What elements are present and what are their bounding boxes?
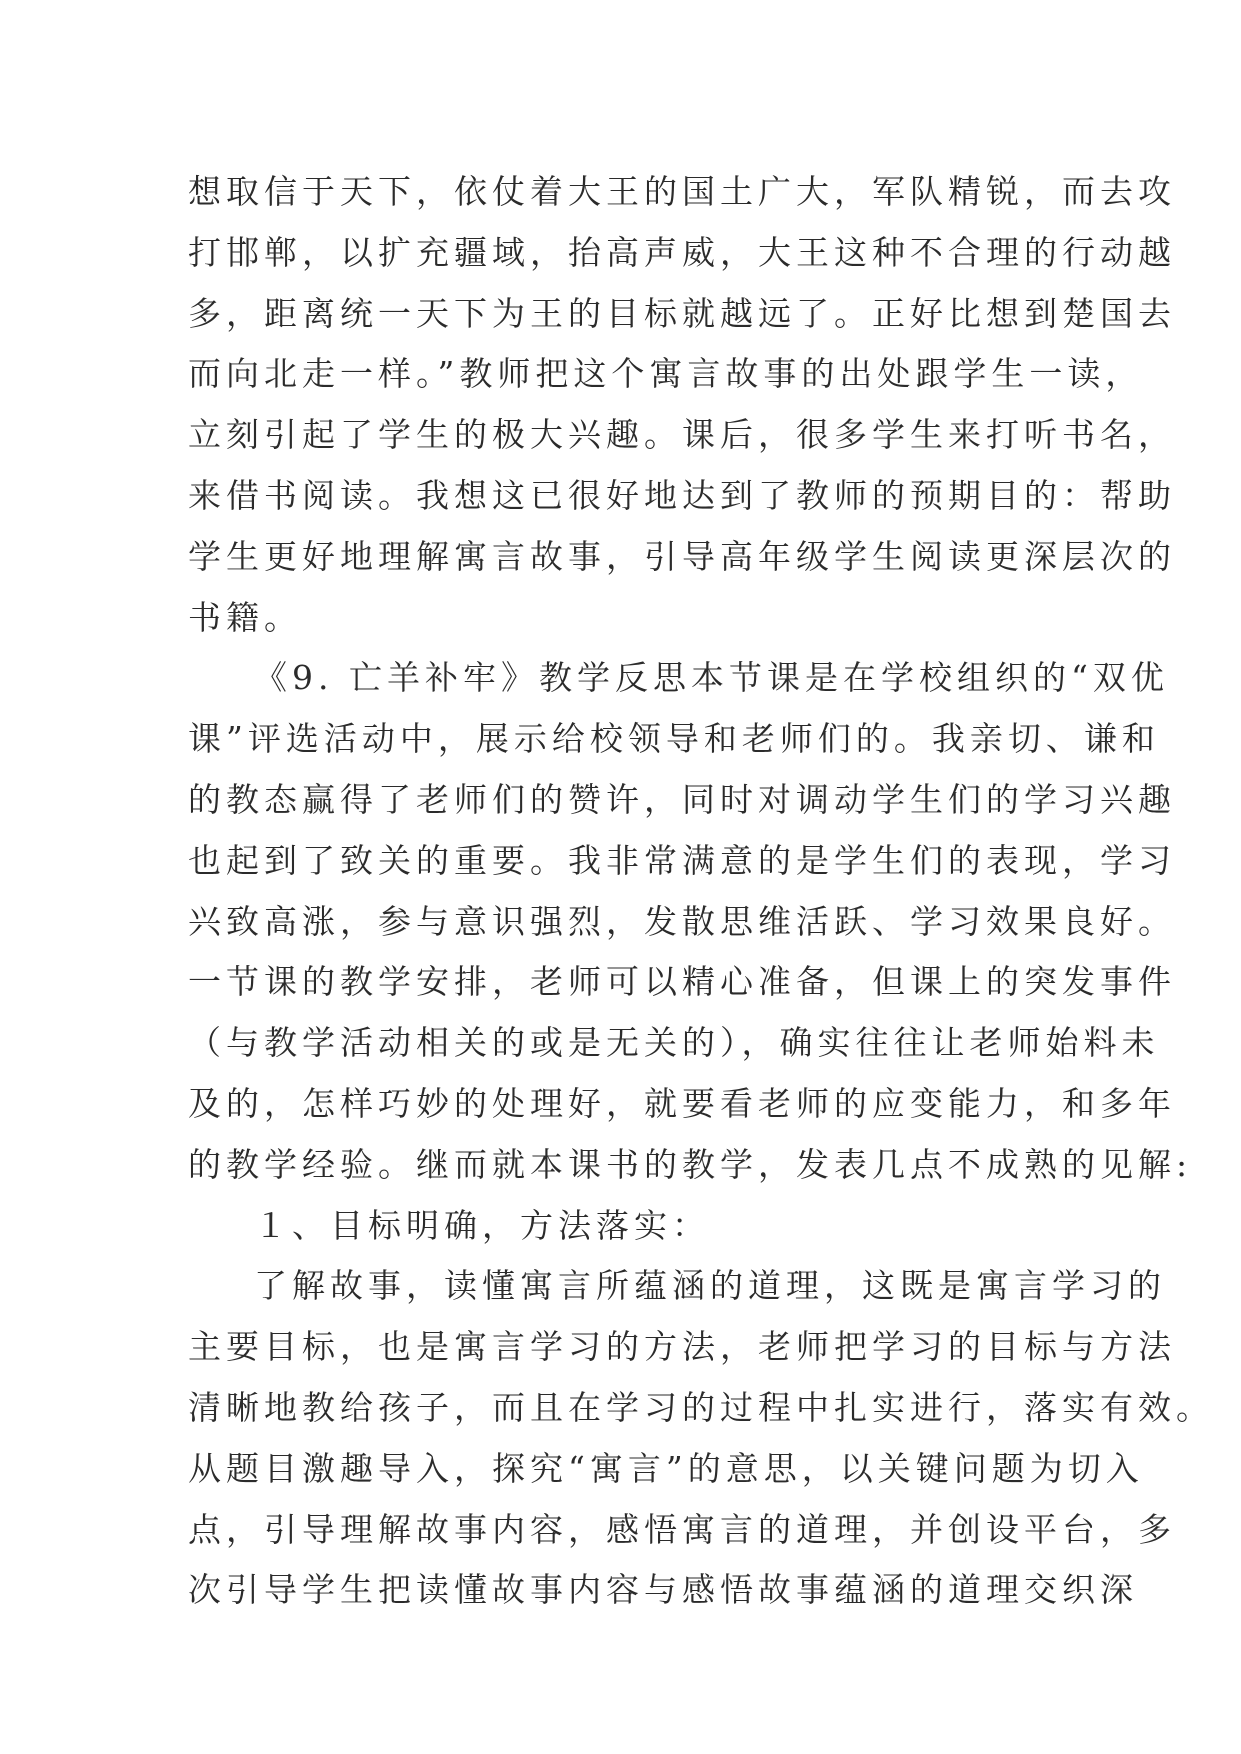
text-line: 及的，怎样巧妙的处理好，就要看老师的应变能力，和多年 — [188, 1083, 1176, 1123]
text-line: 课”评选活动中，展示给校领导和老师们的。我亲切、谦和 — [188, 719, 1160, 759]
paragraph-start-line: 《9. 亡羊补牢》教学反思本节课是在学校组织的“双优 — [254, 658, 1169, 698]
text-line: 来借书阅读。我想这已很好地达到了教师的预期目的：帮助 — [188, 475, 1176, 515]
text-line: 立刻引起了学生的极大兴趣。课后，很多学生来打听书名， — [188, 415, 1176, 455]
text-line: 多，距离统一天下为王的目标就越远了。正好比想到楚国去 — [188, 293, 1176, 333]
body-text — [188, 162, 1214, 1621]
text-line: 的教态赢得了老师们的赞许，同时对调动学生们的学习兴趣 — [188, 779, 1176, 819]
text-line: 次引导学生把读懂故事内容与感悟故事蕴涵的道理交织深 — [188, 1570, 1138, 1610]
section-heading: １、目标明确，方法落实： — [254, 1205, 710, 1245]
text-line: 从题目激趣导入，探究“寓言”的意思，以关键问题为切入 — [188, 1448, 1144, 1488]
text-line: 一节课的教学安排，老师可以精心准备，但课上的突发事件 — [188, 962, 1176, 1002]
text-line: 而向北走一样。”教师把这个寓言故事的出处跟学生一读， — [188, 354, 1144, 394]
text-line: 想取信于天下，依仗着大王的国土广大，军队精锐，而去攻 — [188, 172, 1176, 211]
text-line: 点，引导理解故事内容，感悟寓言的道理，并创设平台，多 — [188, 1509, 1176, 1549]
text-line: 清晰地教给孩子，而且在学习的过程中扎实进行，落实有效。 — [188, 1387, 1214, 1427]
text-line: 打邯郸，以扩充疆域，抬高声威，大王这种不合理的行动越 — [188, 232, 1176, 272]
text-line: 兴致高涨，参与意识强烈，发散思维活跃、学习效果良好。 — [188, 901, 1176, 941]
text-line: （与教学活动相关的或是无关的），确实往往让老师始料未 — [188, 1023, 1160, 1063]
text-line: 主要目标，也是寓言学习的方法，老师把学习的目标与方法 — [188, 1327, 1176, 1367]
text-line: 的教学经验。继而就本课书的教学，发表几点不成熟的见解: — [188, 1144, 1193, 1184]
text-line: 也起到了致关的重要。我非常满意的是学生们的表现，学习 — [188, 840, 1176, 880]
paragraph-start-line: 了解故事，读懂寓言所蕴涵的道理，这既是寓言学习的 — [254, 1266, 1166, 1306]
text-line: 学生更好地理解寓言故事，引导高年级学生阅读更深层次的 — [188, 536, 1176, 576]
text-line: 书籍。 — [188, 597, 302, 637]
